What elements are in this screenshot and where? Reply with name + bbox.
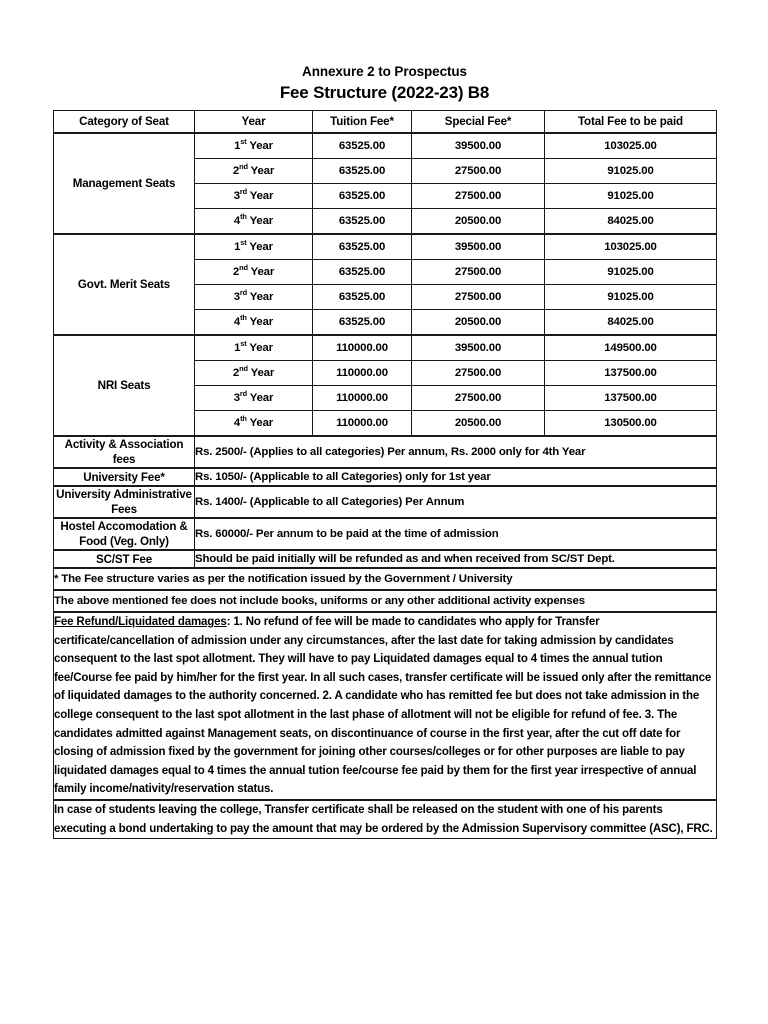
table-row xyxy=(54,335,717,361)
seat-category-cell: NRI Seats xyxy=(54,335,195,436)
year-ordinal-suffix: nd xyxy=(239,263,248,273)
year-cell xyxy=(195,310,313,336)
tuition-fee-cell: 63525.00 xyxy=(313,209,412,235)
year-ordinal-suffix: rd xyxy=(239,389,247,399)
year-label: Year xyxy=(249,342,273,354)
column-header-tuition-fee: Tuition Fee* xyxy=(313,111,412,134)
annexure-title: Annexure 2 to Prospectus xyxy=(302,64,467,79)
total-fee-cell: 91025.00 xyxy=(545,184,717,209)
year-label: Year xyxy=(249,291,274,303)
table-row xyxy=(54,436,717,468)
year-label: Year xyxy=(250,266,275,278)
fee-refund-body: : 1. No refund of fee will be made to candidates who apply for Transfer certificate/cancellation of admission under any circumstances, after the last date for taking admission by candidates consequent to the last spot allotment. They will have to pay Liquidated damages equal to 4 times the annual tution fee/Course fee paid by him/her for the first year. In all such cases, transfer certificate will be issued only after the remittance of liquidated damages to the authority concerned. 2. A candidate who has remitted fee but does not take admission in the college consequent to the last spot allotment in the last phase of allotment will not be eligible for refund of fee. 3. The candidates admitted against Management seats, on discontinuance of course in the first year, after the cut off date for closing of admission fixed by the government for joining other courses/colleges or for other purposes are liable to pay liquidated damages equal to 4 times the annual tution fee/course fee paid by them for the first year irrespective of annual family income/nativity/reservation status. xyxy=(54,616,712,796)
table-row xyxy=(54,550,717,568)
year-number: 2 xyxy=(232,367,240,379)
total-fee-cell: 103025.00 xyxy=(545,133,717,159)
tuition-fee-cell: 110000.00 xyxy=(313,411,412,437)
table-row xyxy=(54,590,717,612)
table-row xyxy=(54,612,717,800)
year-label: Year xyxy=(250,165,275,177)
other-fee-value: Rs. 60000/- Per annum to be paid at the time of admission xyxy=(195,518,717,550)
year-number: 4 xyxy=(233,417,241,429)
note-row: * The Fee structure varies as per the notification issued by the Government / University xyxy=(54,568,717,590)
fee-structure-table xyxy=(53,110,717,839)
year-number: 2 xyxy=(232,266,240,278)
special-fee-cell: 27500.00 xyxy=(412,159,545,184)
total-fee-cell: 137500.00 xyxy=(545,386,717,411)
tuition-fee-cell: 63525.00 xyxy=(313,184,412,209)
tuition-fee-cell: 110000.00 xyxy=(313,361,412,386)
total-fee-cell: 84025.00 xyxy=(545,310,717,336)
tuition-fee-cell: 63525.00 xyxy=(313,285,412,310)
special-fee-cell: 20500.00 xyxy=(412,310,545,336)
year-number: 3 xyxy=(233,291,240,303)
other-fee-value: Rs. 1050/- (Applicable to all Categories) only for 1st year xyxy=(195,468,717,486)
other-fee-label: University Fee* xyxy=(54,468,195,486)
year-cell xyxy=(195,285,313,310)
year-cell xyxy=(195,133,313,159)
year-label: Year xyxy=(249,241,273,253)
year-number: 1 xyxy=(234,140,241,152)
special-fee-cell: 27500.00 xyxy=(412,361,545,386)
total-fee-cell: 137500.00 xyxy=(545,361,717,386)
year-ordinal-suffix: rd xyxy=(239,288,247,298)
year-label: Year xyxy=(249,215,274,227)
year-number: 3 xyxy=(233,190,240,202)
tuition-fee-cell: 110000.00 xyxy=(313,335,412,361)
special-fee-cell: 20500.00 xyxy=(412,209,545,235)
special-fee-cell: 27500.00 xyxy=(412,260,545,285)
year-ordinal-suffix: rd xyxy=(239,187,247,197)
tuition-fee-cell: 63525.00 xyxy=(313,133,412,159)
year-ordinal-suffix: nd xyxy=(239,162,248,172)
note-row: The above mentioned fee does not include books, uniforms or any other additional activity expenses xyxy=(54,590,717,612)
year-number: 4 xyxy=(233,316,241,328)
year-ordinal-suffix: st xyxy=(240,238,247,248)
year-cell xyxy=(195,159,313,184)
total-fee-cell: 103025.00 xyxy=(545,234,717,260)
year-label: Year xyxy=(249,392,274,404)
year-number: 1 xyxy=(234,241,241,253)
year-ordinal-suffix: st xyxy=(240,137,247,147)
column-header-category: Category of Seat xyxy=(54,111,195,134)
column-header-year: Year xyxy=(195,111,313,134)
year-cell xyxy=(195,361,313,386)
year-number: 2 xyxy=(232,165,240,177)
table-row xyxy=(54,133,717,159)
table-row xyxy=(54,518,717,550)
year-label: Year xyxy=(249,140,273,152)
total-fee-cell: 149500.00 xyxy=(545,335,717,361)
year-cell xyxy=(195,184,313,209)
year-ordinal-suffix: nd xyxy=(239,364,248,374)
total-fee-cell: 84025.00 xyxy=(545,209,717,235)
table-row xyxy=(54,468,717,486)
table-row xyxy=(54,800,717,839)
seat-category-cell: Management Seats xyxy=(54,133,195,234)
year-cell xyxy=(195,386,313,411)
year-ordinal-suffix: th xyxy=(240,313,247,323)
special-fee-cell: 27500.00 xyxy=(412,386,545,411)
other-fee-label: Activity & Association fees xyxy=(54,436,195,468)
year-number: 4 xyxy=(233,215,241,227)
other-fee-value: Should be paid initially will be refunded as and when received from SC/ST Dept. xyxy=(195,550,717,568)
tuition-fee-cell: 63525.00 xyxy=(313,310,412,336)
document-title-block xyxy=(53,62,716,104)
table-header-row xyxy=(54,111,717,134)
year-label: Year xyxy=(250,367,275,379)
table-row xyxy=(54,486,717,518)
other-fee-value: Rs. 1400/- (Applicable to all Categories) Per Annum xyxy=(195,486,717,518)
year-cell xyxy=(195,260,313,285)
year-cell xyxy=(195,335,313,361)
year-number: 1 xyxy=(234,342,241,354)
special-fee-cell: 20500.00 xyxy=(412,411,545,437)
special-fee-cell: 39500.00 xyxy=(412,133,545,159)
tuition-fee-cell: 63525.00 xyxy=(313,260,412,285)
tuition-fee-cell: 110000.00 xyxy=(313,386,412,411)
total-fee-cell: 91025.00 xyxy=(545,159,717,184)
special-fee-cell: 39500.00 xyxy=(412,335,545,361)
year-label: Year xyxy=(249,316,274,328)
other-fee-value: Rs. 2500/- (Applies to all categories) Per annum, Rs. 2000 only for 4th Year xyxy=(195,436,717,468)
other-fee-label: University Administrative Fees xyxy=(54,486,195,518)
table-row xyxy=(54,568,717,590)
year-cell xyxy=(195,209,313,235)
tuition-fee-cell: 63525.00 xyxy=(313,234,412,260)
year-ordinal-suffix: st xyxy=(240,339,247,349)
column-header-special-fee: Special Fee* xyxy=(412,111,545,134)
year-cell xyxy=(195,234,313,260)
year-ordinal-suffix: th xyxy=(240,414,247,424)
seat-category-cell: Govt. Merit Seats xyxy=(54,234,195,335)
year-ordinal-suffix: th xyxy=(240,212,247,222)
special-fee-cell: 27500.00 xyxy=(412,285,545,310)
other-fee-label: SC/ST Fee xyxy=(54,550,195,568)
year-label: Year xyxy=(249,190,274,202)
special-fee-cell: 39500.00 xyxy=(412,234,545,260)
column-header-total-fee: Total Fee to be paid xyxy=(545,111,717,134)
year-label: Year xyxy=(249,417,274,429)
total-fee-cell: 130500.00 xyxy=(545,411,717,437)
other-fee-label: Hostel Accomodation & Food (Veg. Only) xyxy=(54,518,195,550)
page-title: Fee Structure (2022-23) B8 xyxy=(279,83,490,102)
year-number: 3 xyxy=(233,392,240,404)
total-fee-cell: 91025.00 xyxy=(545,260,717,285)
table-row xyxy=(54,234,717,260)
total-fee-cell: 91025.00 xyxy=(545,285,717,310)
bond-paragraph: In case of students leaving the college, Transfer certificate shall be released on the student with one of his parents executing a bond undertaking to pay the amount that may be ordered by the Admission Supervisory committee (ASC), FRC. xyxy=(54,800,717,839)
year-cell xyxy=(195,411,313,437)
fee-refund-paragraph xyxy=(54,612,717,800)
tuition-fee-cell: 63525.00 xyxy=(313,159,412,184)
special-fee-cell: 27500.00 xyxy=(412,184,545,209)
fee-refund-heading: Fee Refund/Liquidated damages xyxy=(54,616,227,628)
